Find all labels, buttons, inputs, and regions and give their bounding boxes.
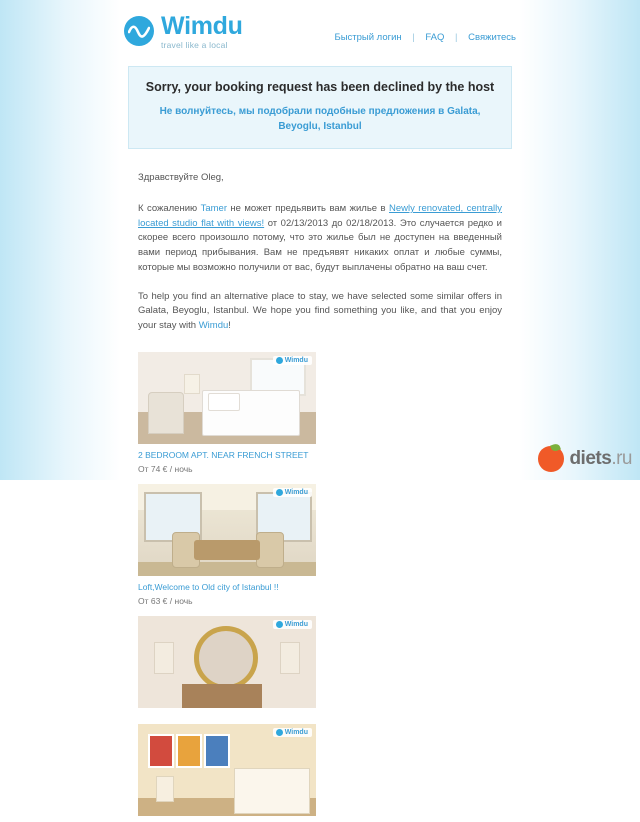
email-content	[120, 0, 520, 737]
p2-before-brand: To help you find an alternative place to stay, we have selected some similar offers in Galata, Beyoglu, Istanbul. We hope you find something you like, and that you enjoy your stay with	[138, 290, 502, 331]
listing-price: От 74 € / ночь	[138, 463, 193, 474]
wimdu-badge-icon	[276, 621, 283, 628]
wimdu-badge-icon	[276, 357, 283, 364]
wimdu-badge	[273, 356, 312, 365]
nav-separator-2: |	[455, 32, 458, 43]
watermark-text	[569, 448, 632, 470]
listing-photo-colorful-room	[138, 724, 316, 816]
notice-subtitle: Не волнуйтесь, мы подобрали подобные предложения в Galata, Beyoglu, Istanbul	[159, 106, 481, 132]
wimdu-badge-icon	[276, 729, 283, 736]
brand-logo[interactable]	[124, 14, 243, 50]
nav-separator-1: |	[412, 32, 415, 43]
wimdu-badge	[273, 728, 312, 737]
decline-notice	[128, 66, 512, 149]
listing-photo-mirror-room	[138, 616, 316, 708]
brand-tagline: travel like a local	[161, 40, 228, 50]
left-gradient-bar	[0, 0, 120, 480]
wimdu-badge	[273, 620, 312, 629]
host-name-link[interactable]: Tamer	[200, 202, 227, 214]
listing-card[interactable]	[138, 616, 316, 714]
listing-price: От 63 € / ночь	[138, 596, 193, 607]
faq-link[interactable]: FAQ	[425, 32, 445, 43]
listing-photo-bedroom	[138, 352, 316, 444]
p1-before-host: К сожалению	[138, 202, 201, 214]
listing-link[interactable]: Newly renovated, centrally located studio flat with views!	[138, 202, 503, 229]
top-navigation	[326, 32, 516, 43]
notice-title: Sorry, your booking request has been declined by the host	[145, 80, 495, 94]
wimdu-badge-icon	[276, 489, 283, 496]
listing-thumbnail[interactable]	[138, 484, 316, 576]
wimdu-badge-label: Wimdu	[284, 488, 308, 496]
apple-icon	[538, 446, 564, 472]
email-header	[120, 0, 520, 62]
listing-thumbnail[interactable]	[138, 352, 316, 444]
p1-after-host: не может предьявить вам жилье в	[227, 202, 389, 214]
contact-link[interactable]: Свяжитесь	[468, 32, 516, 43]
listing-thumbnail[interactable]	[138, 724, 316, 816]
letter-body	[120, 149, 520, 333]
site-watermark	[538, 446, 632, 472]
greeting-text: Здравствуйте Oleg,	[138, 172, 224, 184]
listing-card[interactable]	[138, 724, 316, 822]
listing-title[interactable]: Loft,Welcome to Old city of Istanbul !!	[138, 581, 279, 592]
listing-thumbnail[interactable]	[138, 616, 316, 708]
paragraph-decline	[138, 202, 502, 276]
wimdu-badge-label: Wimdu	[284, 729, 308, 737]
wave-circle-icon	[124, 16, 154, 46]
wimdu-badge-label: Wimdu	[284, 356, 308, 364]
watermark-name: diets	[569, 448, 612, 469]
brand-name: Wimdu	[161, 12, 243, 40]
wimdu-badge-label: Wimdu	[284, 621, 308, 629]
p1-after-link: от 02/13/2013 до 02/18/2013. Это случается редко и скорее всего произошло потому, что это жилье был не доступен на введенный вами период прибывания. Вам не предъявят никаких оплат и любые суммы, которые мы возможно получили от вас, будут выплачены обратно на ваш счет.	[138, 217, 502, 273]
listing-card[interactable]	[138, 484, 316, 606]
quick-login-link[interactable]: Быстрый логин	[334, 32, 402, 43]
watermark-domain: .ru	[611, 448, 632, 469]
wimdu-badge	[273, 488, 312, 497]
brand-inline: Wimdu	[198, 320, 229, 331]
listing-title[interactable]: 2 BEDROOM APT. NEAR FRENCH STREET	[138, 449, 309, 460]
listing-card[interactable]	[138, 352, 316, 474]
paragraph-alternatives	[138, 290, 502, 334]
p2-after-brand: !	[228, 320, 231, 331]
right-gradient-bar	[520, 0, 640, 480]
listing-photo-living-room	[138, 484, 316, 576]
listing-grid	[120, 348, 520, 822]
